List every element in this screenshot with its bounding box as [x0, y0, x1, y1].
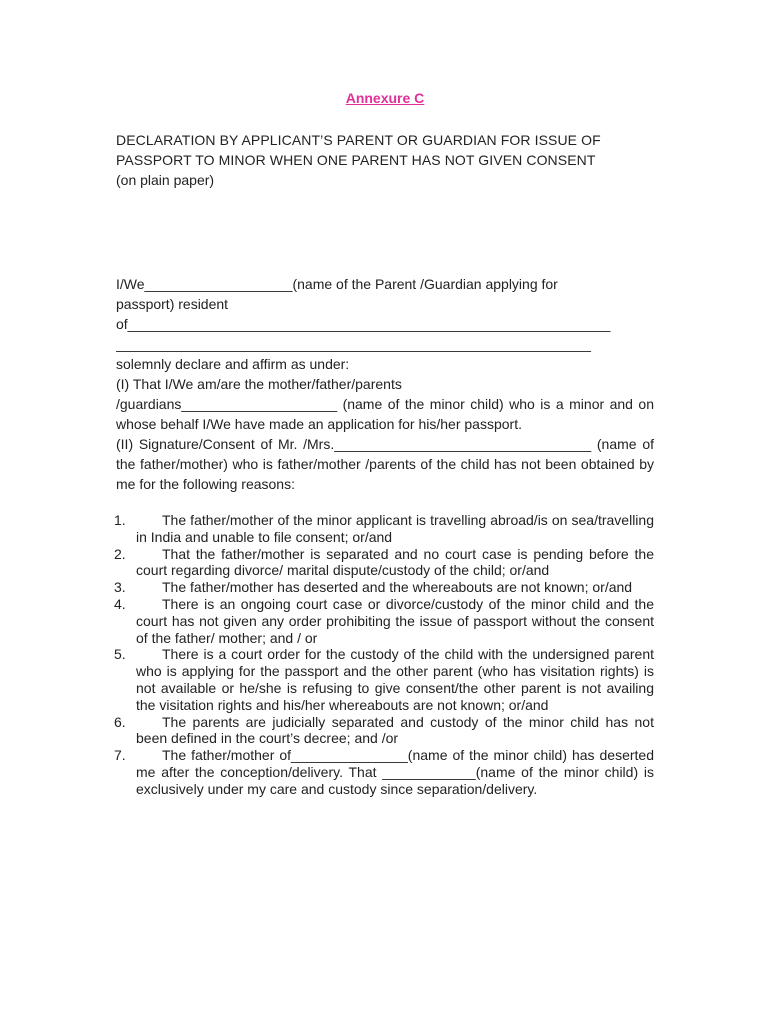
paragraph-2: (II) Signature/Consent of Mr. /Mrs._________________________________ (name of the father/mother) who is father/mother /parents of the child has not been obtained by me for the following reasons:: [116, 436, 654, 492]
list-item-number: 6.: [114, 713, 126, 730]
list-item-text: There is a court order for the custody of the child with the undersigned parent who is applying for the passport and the other parent (who has visitation rights) is not available or he/she is refusing to give consent/the other parent is not availing the visitation rights and his/her whereabouts are not known; or/and: [136, 646, 654, 713]
list-item: [116, 714, 654, 748]
list-item: [116, 596, 654, 646]
list-item-text: The father/mother of the minor applicant is travelling abroad/is on sea/travelling in India and unable to file consent; or/and: [136, 512, 654, 545]
list-item-text: There is an ongoing court case or divorce/custody of the minor child and the court has not given any order prohibiting the issue of passport without the consent of the father/ mother; and / or: [136, 595, 654, 646]
list-item-text: That the father/mother is separated and no court case is pending before the court regarding divorce/ marital dispute/custody of the child; or/and: [136, 545, 654, 579]
reasons-list: [116, 512, 654, 798]
list-item: [116, 546, 654, 580]
list-item: [116, 579, 654, 596]
annexure-title: Annexure C: [345, 90, 425, 106]
address-blank-line-1: of______________________________________________________________: [116, 316, 611, 332]
list-item-number: 4.: [114, 595, 126, 612]
list-item-number: 5.: [114, 646, 126, 663]
address-blank-line-2: _____________________________________________________________: [116, 336, 591, 352]
paragraph-1-first-line: (I) That I/We am/are the mother/father/parents: [116, 376, 402, 392]
list-item-text: The father/mother has deserted and the whereabouts are not known; or/and: [162, 579, 633, 596]
list-item-number: 7.: [114, 747, 126, 764]
heading-note: (on plain paper): [116, 172, 215, 188]
declaration-line-name: I/We___________________(name of the Parent /Guardian applying for: [116, 276, 558, 292]
list-item-number: 2.: [114, 545, 126, 562]
paragraph-1-rest: /guardians____________________ (name of the minor child) who is a minor and on whose behalf I/We have made an application for his/her passport.: [116, 396, 654, 432]
list-item: [116, 646, 654, 713]
list-item-text: The parents are judicially separated and custody of the minor child has not been defined in the court’s decree; and /or: [136, 713, 654, 747]
document-page: [116, 90, 654, 798]
declaration-body: [116, 274, 654, 494]
declaration-line-resident: passport) resident: [116, 296, 229, 312]
list-item-number: 3.: [114, 579, 126, 596]
declaration-heading-line-1: DECLARATION BY APPLICANT’S PARENT OR GUARDIAN FOR ISSUE OF: [116, 132, 601, 148]
list-item: [116, 512, 654, 546]
declaration-heading-line-2: PASSPORT TO MINOR WHEN ONE PARENT HAS NOT GIVEN CONSENT: [116, 152, 596, 168]
list-item-number: 1.: [114, 512, 126, 528]
affirm-line: solemnly declare and affirm as under:: [116, 356, 350, 372]
list-item: [116, 747, 654, 797]
list-item-text: The father/mother of_______________(name of the minor child) has deserted me after the conception/delivery. That ____________(name of the minor child) is exclusively under my care and custody since separation/delivery.: [136, 747, 654, 797]
